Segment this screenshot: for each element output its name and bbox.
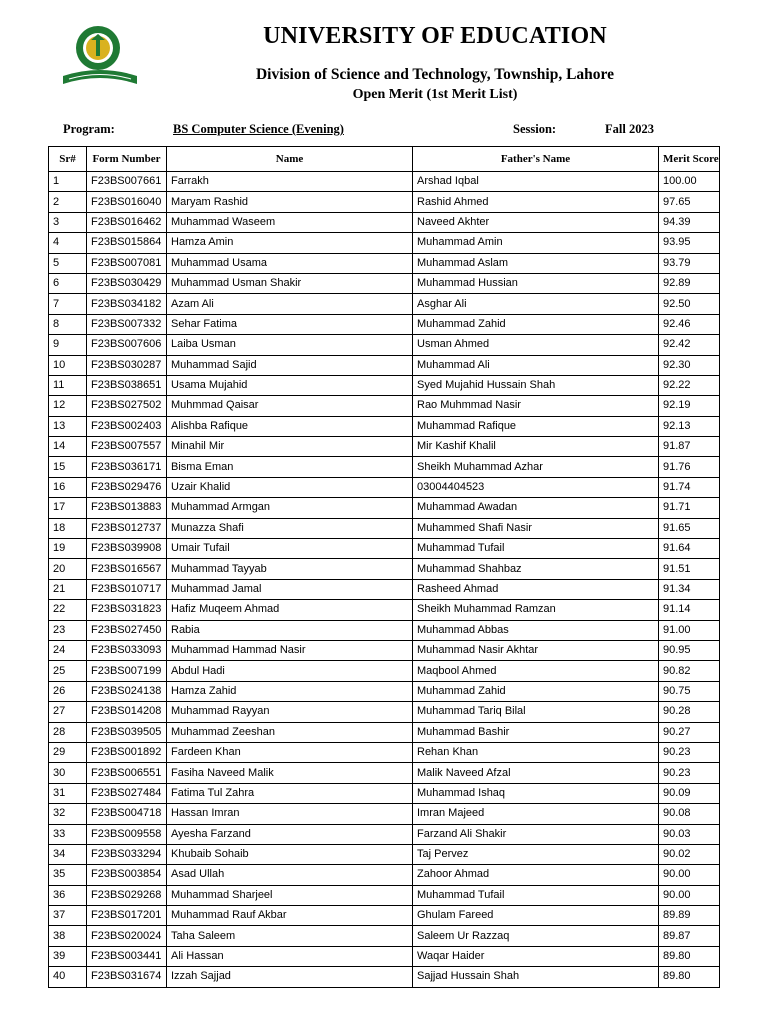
cell-name: Izzah Sajjad [167, 967, 413, 987]
cell-sr: 1 [49, 172, 87, 192]
cell-merit-score: 91.00 [659, 620, 720, 640]
cell-fathers-name: Zahoor Ahmad [413, 865, 659, 885]
cell-fathers-name: Muhammad Tariq Bilal [413, 702, 659, 722]
cell-name: Alishba Rafique [167, 416, 413, 436]
cell-merit-score: 92.46 [659, 314, 720, 334]
cell-merit-score: 90.95 [659, 640, 720, 660]
cell-sr: 31 [49, 783, 87, 803]
cell-fathers-name: 03004404523 [413, 477, 659, 497]
cell-fathers-name: Sajjad Hussain Shah [413, 967, 659, 987]
merit-list-title: Open Merit (1st Merit List) [352, 87, 518, 102]
cell-name: Usama Mujahid [167, 375, 413, 395]
cell-sr: 34 [49, 844, 87, 864]
cell-fathers-name: Muhammad Ishaq [413, 783, 659, 803]
cell-name: Laiba Usman [167, 335, 413, 355]
table-row [49, 477, 720, 497]
cell-name: Hamza Zahid [167, 681, 413, 701]
cell-fathers-name: Muhammad Abbas [413, 620, 659, 640]
cell-sr: 2 [49, 192, 87, 212]
cell-name: Fatima Tul Zahra [167, 783, 413, 803]
cell-fathers-name: Muhammad Tufail [413, 539, 659, 559]
table-row [49, 926, 720, 946]
cell-form-number: F23BS029268 [87, 885, 167, 905]
cell-name: Khubaib Sohaib [167, 844, 413, 864]
table-row [49, 702, 720, 722]
cell-sr: 32 [49, 804, 87, 824]
cell-sr: 35 [49, 865, 87, 885]
cell-fathers-name: Malik Naveed Afzal [413, 763, 659, 783]
cell-form-number: F23BS002403 [87, 416, 167, 436]
cell-sr: 9 [49, 335, 87, 355]
table-row [49, 742, 720, 762]
cell-fathers-name: Ghulam Fareed [413, 906, 659, 926]
table-row [49, 335, 720, 355]
col-header-merit-score: Merit Score [659, 147, 720, 172]
cell-form-number: F23BS016567 [87, 559, 167, 579]
cell-sr: 29 [49, 742, 87, 762]
table-row [49, 396, 720, 416]
table-row [49, 253, 720, 273]
cell-form-number: F23BS009558 [87, 824, 167, 844]
cell-fathers-name: Naveed Akhter [413, 212, 659, 232]
table-row [49, 681, 720, 701]
cell-merit-score: 90.28 [659, 702, 720, 722]
cell-merit-score: 92.50 [659, 294, 720, 314]
cell-form-number: F23BS030429 [87, 273, 167, 293]
cell-merit-score: 100.00 [659, 172, 720, 192]
cell-name: Hamza Amin [167, 233, 413, 253]
table-row [49, 783, 720, 803]
table-row [49, 314, 720, 334]
session-label: Session: [513, 122, 557, 136]
cell-fathers-name: Muhammad Ali [413, 355, 659, 375]
cell-fathers-name: Imran Majeed [413, 804, 659, 824]
cell-name: Hassan Imran [167, 804, 413, 824]
cell-merit-score: 91.87 [659, 437, 720, 457]
cell-form-number: F23BS007332 [87, 314, 167, 334]
cell-name: Asad Ullah [167, 865, 413, 885]
table-row [49, 172, 720, 192]
cell-fathers-name: Muhammad Zahid [413, 314, 659, 334]
cell-fathers-name: Muhammad Zahid [413, 681, 659, 701]
cell-form-number: F23BS033294 [87, 844, 167, 864]
cell-name: Muhammad Sharjeel [167, 885, 413, 905]
table-row [49, 355, 720, 375]
table-row [49, 824, 720, 844]
cell-merit-score: 90.08 [659, 804, 720, 824]
cell-sr: 19 [49, 539, 87, 559]
cell-name: Ayesha Farzand [167, 824, 413, 844]
cell-sr: 40 [49, 967, 87, 987]
cell-merit-score: 92.13 [659, 416, 720, 436]
table-row [49, 416, 720, 436]
table-row [49, 906, 720, 926]
cell-form-number: F23BS016040 [87, 192, 167, 212]
cell-name: Azam Ali [167, 294, 413, 314]
cell-form-number: F23BS013883 [87, 498, 167, 518]
cell-merit-score: 90.27 [659, 722, 720, 742]
cell-fathers-name: Taj Pervez [413, 844, 659, 864]
cell-name: Umair Tufail [167, 539, 413, 559]
cell-sr: 13 [49, 416, 87, 436]
cell-merit-score: 90.00 [659, 865, 720, 885]
cell-merit-score: 91.14 [659, 600, 720, 620]
cell-fathers-name: Arshad Iqbal [413, 172, 659, 192]
cell-form-number: F23BS007606 [87, 335, 167, 355]
cell-sr: 4 [49, 233, 87, 253]
cell-fathers-name: Rehan Khan [413, 742, 659, 762]
cell-sr: 14 [49, 437, 87, 457]
cell-form-number: F23BS027450 [87, 620, 167, 640]
cell-name: Muhammad Sajid [167, 355, 413, 375]
cell-name: Muhammad Rayyan [167, 702, 413, 722]
table-row [49, 539, 720, 559]
cell-merit-score: 91.74 [659, 477, 720, 497]
cell-fathers-name: Waqar Haider [413, 946, 659, 966]
cell-form-number: F23BS020024 [87, 926, 167, 946]
cell-fathers-name: Sheikh Muhammad Azhar [413, 457, 659, 477]
cell-sr: 20 [49, 559, 87, 579]
cell-merit-score: 92.42 [659, 335, 720, 355]
cell-form-number: F23BS039908 [87, 539, 167, 559]
cell-fathers-name: Muhammad Aslam [413, 253, 659, 273]
cell-name: Muhammad Armgan [167, 498, 413, 518]
cell-merit-score: 90.75 [659, 681, 720, 701]
cell-sr: 28 [49, 722, 87, 742]
cell-merit-score: 91.51 [659, 559, 720, 579]
cell-fathers-name: Muhammad Tufail [413, 885, 659, 905]
table-row [49, 722, 720, 742]
cell-merit-score: 91.65 [659, 518, 720, 538]
cell-fathers-name: Muhammad Shahbaz [413, 559, 659, 579]
cell-sr: 26 [49, 681, 87, 701]
cell-merit-score: 89.87 [659, 926, 720, 946]
session-value: Fall 2023 [605, 122, 654, 136]
cell-sr: 39 [49, 946, 87, 966]
cell-sr: 6 [49, 273, 87, 293]
table-row [49, 579, 720, 599]
cell-form-number: F23BS017201 [87, 906, 167, 926]
cell-merit-score: 97.65 [659, 192, 720, 212]
cell-name: Taha Saleem [167, 926, 413, 946]
cell-fathers-name: Usman Ahmed [413, 335, 659, 355]
table-header-row [49, 147, 720, 172]
cell-form-number: F23BS016462 [87, 212, 167, 232]
cell-sr: 33 [49, 824, 87, 844]
cell-name: Muhammad Waseem [167, 212, 413, 232]
cell-form-number: F23BS027502 [87, 396, 167, 416]
cell-merit-score: 94.39 [659, 212, 720, 232]
cell-form-number: F23BS003441 [87, 946, 167, 966]
cell-merit-score: 90.23 [659, 742, 720, 762]
cell-sr: 36 [49, 885, 87, 905]
cell-name: Maryam Rashid [167, 192, 413, 212]
cell-name: Muhammad Zeeshan [167, 722, 413, 742]
cell-sr: 18 [49, 518, 87, 538]
cell-merit-score: 91.76 [659, 457, 720, 477]
cell-name: Muhmmad Qaisar [167, 396, 413, 416]
cell-form-number: F23BS039505 [87, 722, 167, 742]
cell-merit-score: 90.00 [659, 885, 720, 905]
cell-merit-score: 90.03 [659, 824, 720, 844]
cell-name: Bisma Eman [167, 457, 413, 477]
cell-sr: 15 [49, 457, 87, 477]
cell-name: Rabia [167, 620, 413, 640]
cell-merit-score: 90.09 [659, 783, 720, 803]
cell-fathers-name: Mir Kashif Khalil [413, 437, 659, 457]
cell-sr: 12 [49, 396, 87, 416]
cell-form-number: F23BS027484 [87, 783, 167, 803]
cell-name: Abdul Hadi [167, 661, 413, 681]
cell-form-number: F23BS001892 [87, 742, 167, 762]
cell-name: Minahil Mir [167, 437, 413, 457]
cell-sr: 7 [49, 294, 87, 314]
cell-sr: 23 [49, 620, 87, 640]
cell-sr: 3 [49, 212, 87, 232]
cell-fathers-name: Rashid Ahmed [413, 192, 659, 212]
cell-sr: 38 [49, 926, 87, 946]
cell-name: Uzair Khalid [167, 477, 413, 497]
cell-fathers-name: Muhammad Rafique [413, 416, 659, 436]
table-row [49, 885, 720, 905]
division-subtitle: Division of Science and Technology, Township, Lahore [255, 66, 615, 83]
cell-form-number: F23BS031823 [87, 600, 167, 620]
cell-form-number: F23BS029476 [87, 477, 167, 497]
cell-merit-score: 91.64 [659, 539, 720, 559]
cell-name: Muhammad Usman Shakir [167, 273, 413, 293]
cell-sr: 17 [49, 498, 87, 518]
table-row [49, 559, 720, 579]
cell-fathers-name: Rasheed Ahmad [413, 579, 659, 599]
cell-name: Muhammad Hammad Nasir [167, 640, 413, 660]
cell-fathers-name: Muhammed Shafi Nasir [413, 518, 659, 538]
table-row [49, 498, 720, 518]
cell-form-number: F23BS014208 [87, 702, 167, 722]
cell-sr: 24 [49, 640, 87, 660]
cell-form-number: F23BS038651 [87, 375, 167, 395]
table-row [49, 273, 720, 293]
cell-sr: 16 [49, 477, 87, 497]
cell-form-number: F23BS012737 [87, 518, 167, 538]
table-row [49, 518, 720, 538]
cell-form-number: F23BS007557 [87, 437, 167, 457]
cell-sr: 30 [49, 763, 87, 783]
cell-sr: 37 [49, 906, 87, 926]
cell-fathers-name: Muhammad Hussian [413, 273, 659, 293]
table-row [49, 844, 720, 864]
cell-sr: 22 [49, 600, 87, 620]
cell-name: Fardeen Khan [167, 742, 413, 762]
col-header-name: Name [167, 147, 413, 172]
col-header-form-number: Form Number [87, 147, 167, 172]
table-row [49, 233, 720, 253]
cell-form-number: F23BS024138 [87, 681, 167, 701]
cell-fathers-name: Maqbool Ahmed [413, 661, 659, 681]
cell-form-number: F23BS031674 [87, 967, 167, 987]
table-row [49, 620, 720, 640]
cell-merit-score: 89.80 [659, 946, 720, 966]
cell-name: Sehar Fatima [167, 314, 413, 334]
cell-fathers-name: Muhammad Awadan [413, 498, 659, 518]
cell-name: Hafiz Muqeem Ahmad [167, 600, 413, 620]
cell-form-number: F23BS004718 [87, 804, 167, 824]
cell-merit-score: 92.19 [659, 396, 720, 416]
table-row [49, 192, 720, 212]
table-row [49, 294, 720, 314]
cell-name: Muhammad Usama [167, 253, 413, 273]
cell-merit-score: 92.89 [659, 273, 720, 293]
cell-form-number: F23BS007199 [87, 661, 167, 681]
cell-fathers-name: Rao Muhmmad Nasir [413, 396, 659, 416]
table-row [49, 437, 720, 457]
cell-fathers-name: Farzand Ali Shakir [413, 824, 659, 844]
cell-sr: 21 [49, 579, 87, 599]
program-value: BS Computer Science (Evening) [173, 122, 344, 136]
cell-form-number: F23BS036171 [87, 457, 167, 477]
table-row [49, 865, 720, 885]
table-row [49, 763, 720, 783]
cell-sr: 11 [49, 375, 87, 395]
cell-form-number: F23BS030287 [87, 355, 167, 375]
program-label: Program: [63, 122, 115, 136]
cell-merit-score: 89.89 [659, 906, 720, 926]
merit-table [48, 146, 720, 988]
cell-merit-score: 90.02 [659, 844, 720, 864]
cell-fathers-name: Saleem Ur Razzaq [413, 926, 659, 946]
cell-sr: 8 [49, 314, 87, 334]
cell-merit-score: 91.34 [659, 579, 720, 599]
cell-fathers-name: Muhammad Bashir [413, 722, 659, 742]
cell-name: Muhammad Tayyab [167, 559, 413, 579]
cell-name: Munazza Shafi [167, 518, 413, 538]
cell-form-number: F23BS007081 [87, 253, 167, 273]
cell-merit-score: 90.82 [659, 661, 720, 681]
table-row [49, 457, 720, 477]
cell-merit-score: 92.22 [659, 375, 720, 395]
university-title: UNIVERSITY OF EDUCATION [263, 23, 607, 49]
cell-merit-score: 93.79 [659, 253, 720, 273]
table-row [49, 375, 720, 395]
cell-fathers-name: Syed Mujahid Hussain Shah [413, 375, 659, 395]
cell-form-number: F23BS015864 [87, 233, 167, 253]
cell-form-number: F23BS006551 [87, 763, 167, 783]
table-row [49, 804, 720, 824]
cell-merit-score: 89.80 [659, 967, 720, 987]
cell-merit-score: 93.95 [659, 233, 720, 253]
col-header-sr: Sr# [49, 147, 87, 172]
table-row [49, 946, 720, 966]
cell-sr: 27 [49, 702, 87, 722]
table-row [49, 600, 720, 620]
cell-sr: 10 [49, 355, 87, 375]
cell-name: Farrakh [167, 172, 413, 192]
table-row [49, 661, 720, 681]
cell-fathers-name: Asghar Ali [413, 294, 659, 314]
cell-fathers-name: Sheikh Muhammad Ramzan [413, 600, 659, 620]
cell-name: Muhammad Rauf Akbar [167, 906, 413, 926]
cell-fathers-name: Muhammad Nasir Akhtar [413, 640, 659, 660]
cell-merit-score: 92.30 [659, 355, 720, 375]
cell-form-number: F23BS033093 [87, 640, 167, 660]
cell-name: Fasiha Naveed Malik [167, 763, 413, 783]
cell-form-number: F23BS003854 [87, 865, 167, 885]
cell-form-number: F23BS007661 [87, 172, 167, 192]
table-row [49, 212, 720, 232]
cell-name: Ali Hassan [167, 946, 413, 966]
cell-merit-score: 91.71 [659, 498, 720, 518]
col-header-fathers-name: Father's Name [413, 147, 659, 172]
table-row [49, 967, 720, 987]
cell-form-number: F23BS034182 [87, 294, 167, 314]
table-row [49, 640, 720, 660]
cell-sr: 25 [49, 661, 87, 681]
cell-name: Muhammad Jamal [167, 579, 413, 599]
cell-sr: 5 [49, 253, 87, 273]
cell-form-number: F23BS010717 [87, 579, 167, 599]
cell-merit-score: 90.23 [659, 763, 720, 783]
cell-fathers-name: Muhammad Amin [413, 233, 659, 253]
